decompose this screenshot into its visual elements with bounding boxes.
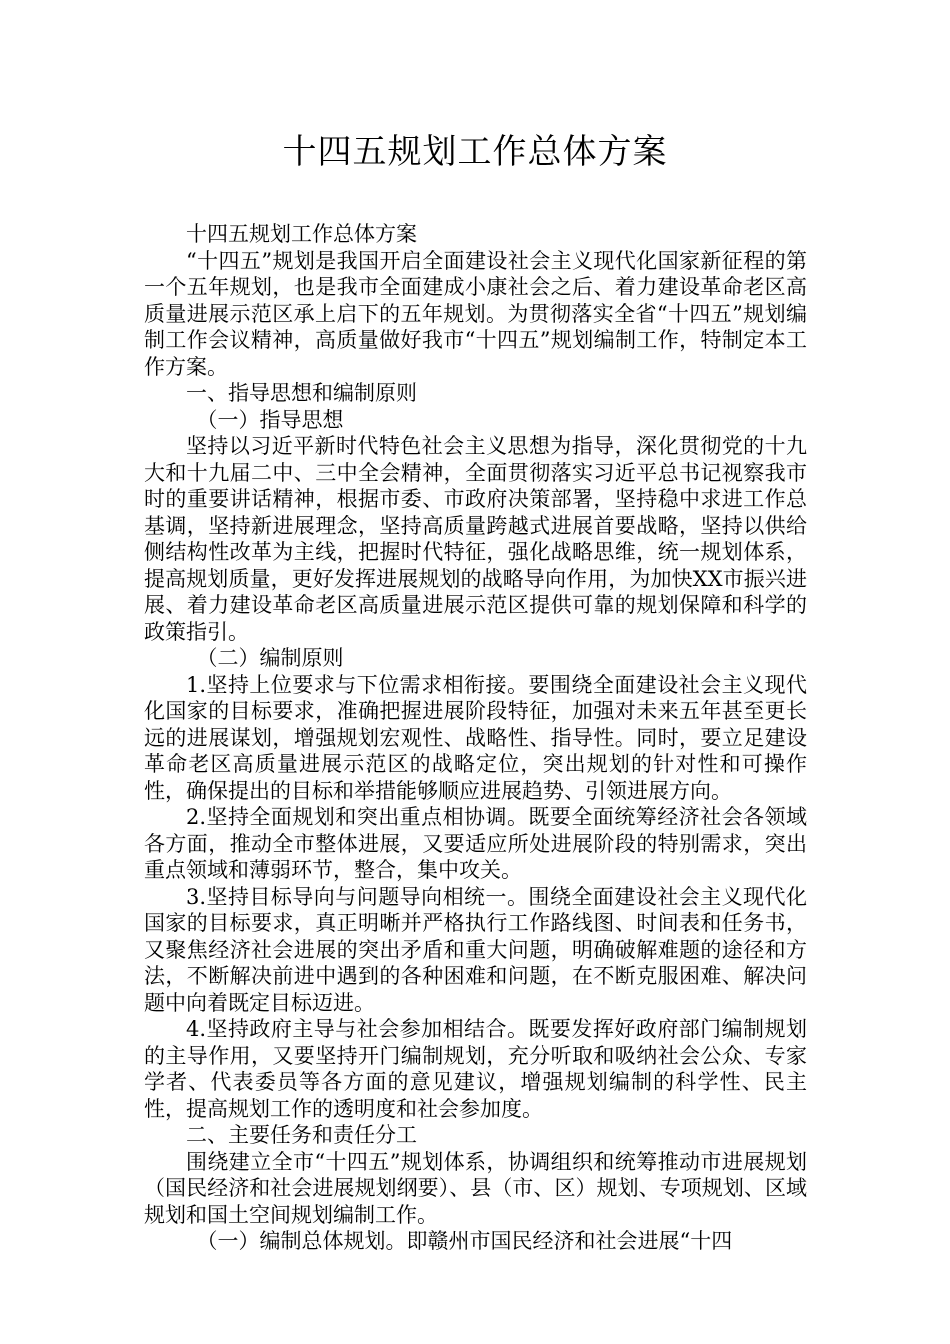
paragraph-intro: “十四五”规划是我国开启全面建设社会主义现代化国家新征程的第一个五年规划，也是我市全面建成小康社会之后、着力建设革命老区高质量进展示范区承上启下的五年规划。为贯彻落实全省“十四五”规划编制工作会议精神，高质量做好我市“十四五”规划编制工作，特制定本工作方案。	[144, 248, 807, 379]
subsection-heading-guiding-thought: （一）指导思想	[196, 407, 344, 432]
paragraph-subtitle: 十四五规划工作总体方案	[186, 222, 417, 246]
paragraph-tasks: 围绕建立全市“十四五”规划体系，协调组织和统筹推动市进展规划（国民经济和社会进展规划纲要）、县（市、区）规划、专项规划、区域规划和国土空间规划编制工作。	[144, 1149, 807, 1227]
paragraph-guiding-thought: 坚持以习近平新时代特色社会主义思想为指导，深化贯彻党的十九大和十九届二中、三中全会精神，全面贯彻落实习近平总书记视察我市时的重要讲话精神，根据市委、市政府决策部署，坚持稳中求进工作总基调，坚持新进展理念，坚持高质量跨越式进展首要战略，坚持以供给侧结构性改革为主线，把握时代特征，强化战略思维，统一规划体系，提高规划质量，更好发挥进展规划的战略导向作用，为加快XX市振兴进展、着力建设革命老区高质量进展示范区提供可靠的规划保障和科学的政策指引。	[144, 434, 807, 644]
paragraph-principle-2: 2.坚持全面规划和突出重点相协调。既要全面统筹经济社会各领域各方面，推动全市整体进展，又要适应所处进展阶段的特别需求，突出重点领域和薄弱环节，整合，集中攻关。	[144, 805, 807, 882]
paragraph-principle-4: 4.坚持政府主导与社会参加相结合。既要发挥好政府部门编制规划的主导作用，又要坚持开门编制规划，充分听取和吸纳社会公众、专家学者、代表委员等各方面的意见建议，增强规划编制的科学性、民主性，提高规划工作的透明度和社会参加度。	[144, 1017, 807, 1121]
document-title: 十四五规划工作总体方案	[282, 132, 668, 172]
document-body	[144, 221, 807, 1255]
section-heading-2: 二、主要任务和责任分工	[186, 1123, 417, 1147]
section-heading-1: 一、指导思想和编制原则	[186, 381, 417, 405]
subsection-heading-principles: （二）编制原则	[196, 646, 344, 670]
paragraph-overall-plan: （一）编制总体规划。即赣州市国民经济和社会进展“十四	[196, 1229, 733, 1253]
paragraph-principle-3: 3.坚持目标导向与问题导向相统一。围绕全面建设社会主义现代化国家的目标要求，真正明晰并严格执行工作路线图、时间表和任务书，又聚焦经济社会进展的突出矛盾和重大问题，明确破解难题的途径和方法，不断解决前进中遇到的各种困难和问题，在不断克服困难、解决问题中向着既定目标迈进。	[144, 884, 807, 1015]
paragraph-principle-1: 1.坚持上位要求与下位需求相衔接。要围绕全面建设社会主义现代化国家的目标要求，准确把握进展阶段特征，加强对未来五年甚至更长远的进展谋划，增强规划宏观性、战略性、指导性。同时，要立足建设革命老区高质量进展示范区的战略定位，突出规划的针对性和可操作性，确保提出的目标和举措能够顺应进展趋势、引领进展方向。	[144, 672, 807, 803]
